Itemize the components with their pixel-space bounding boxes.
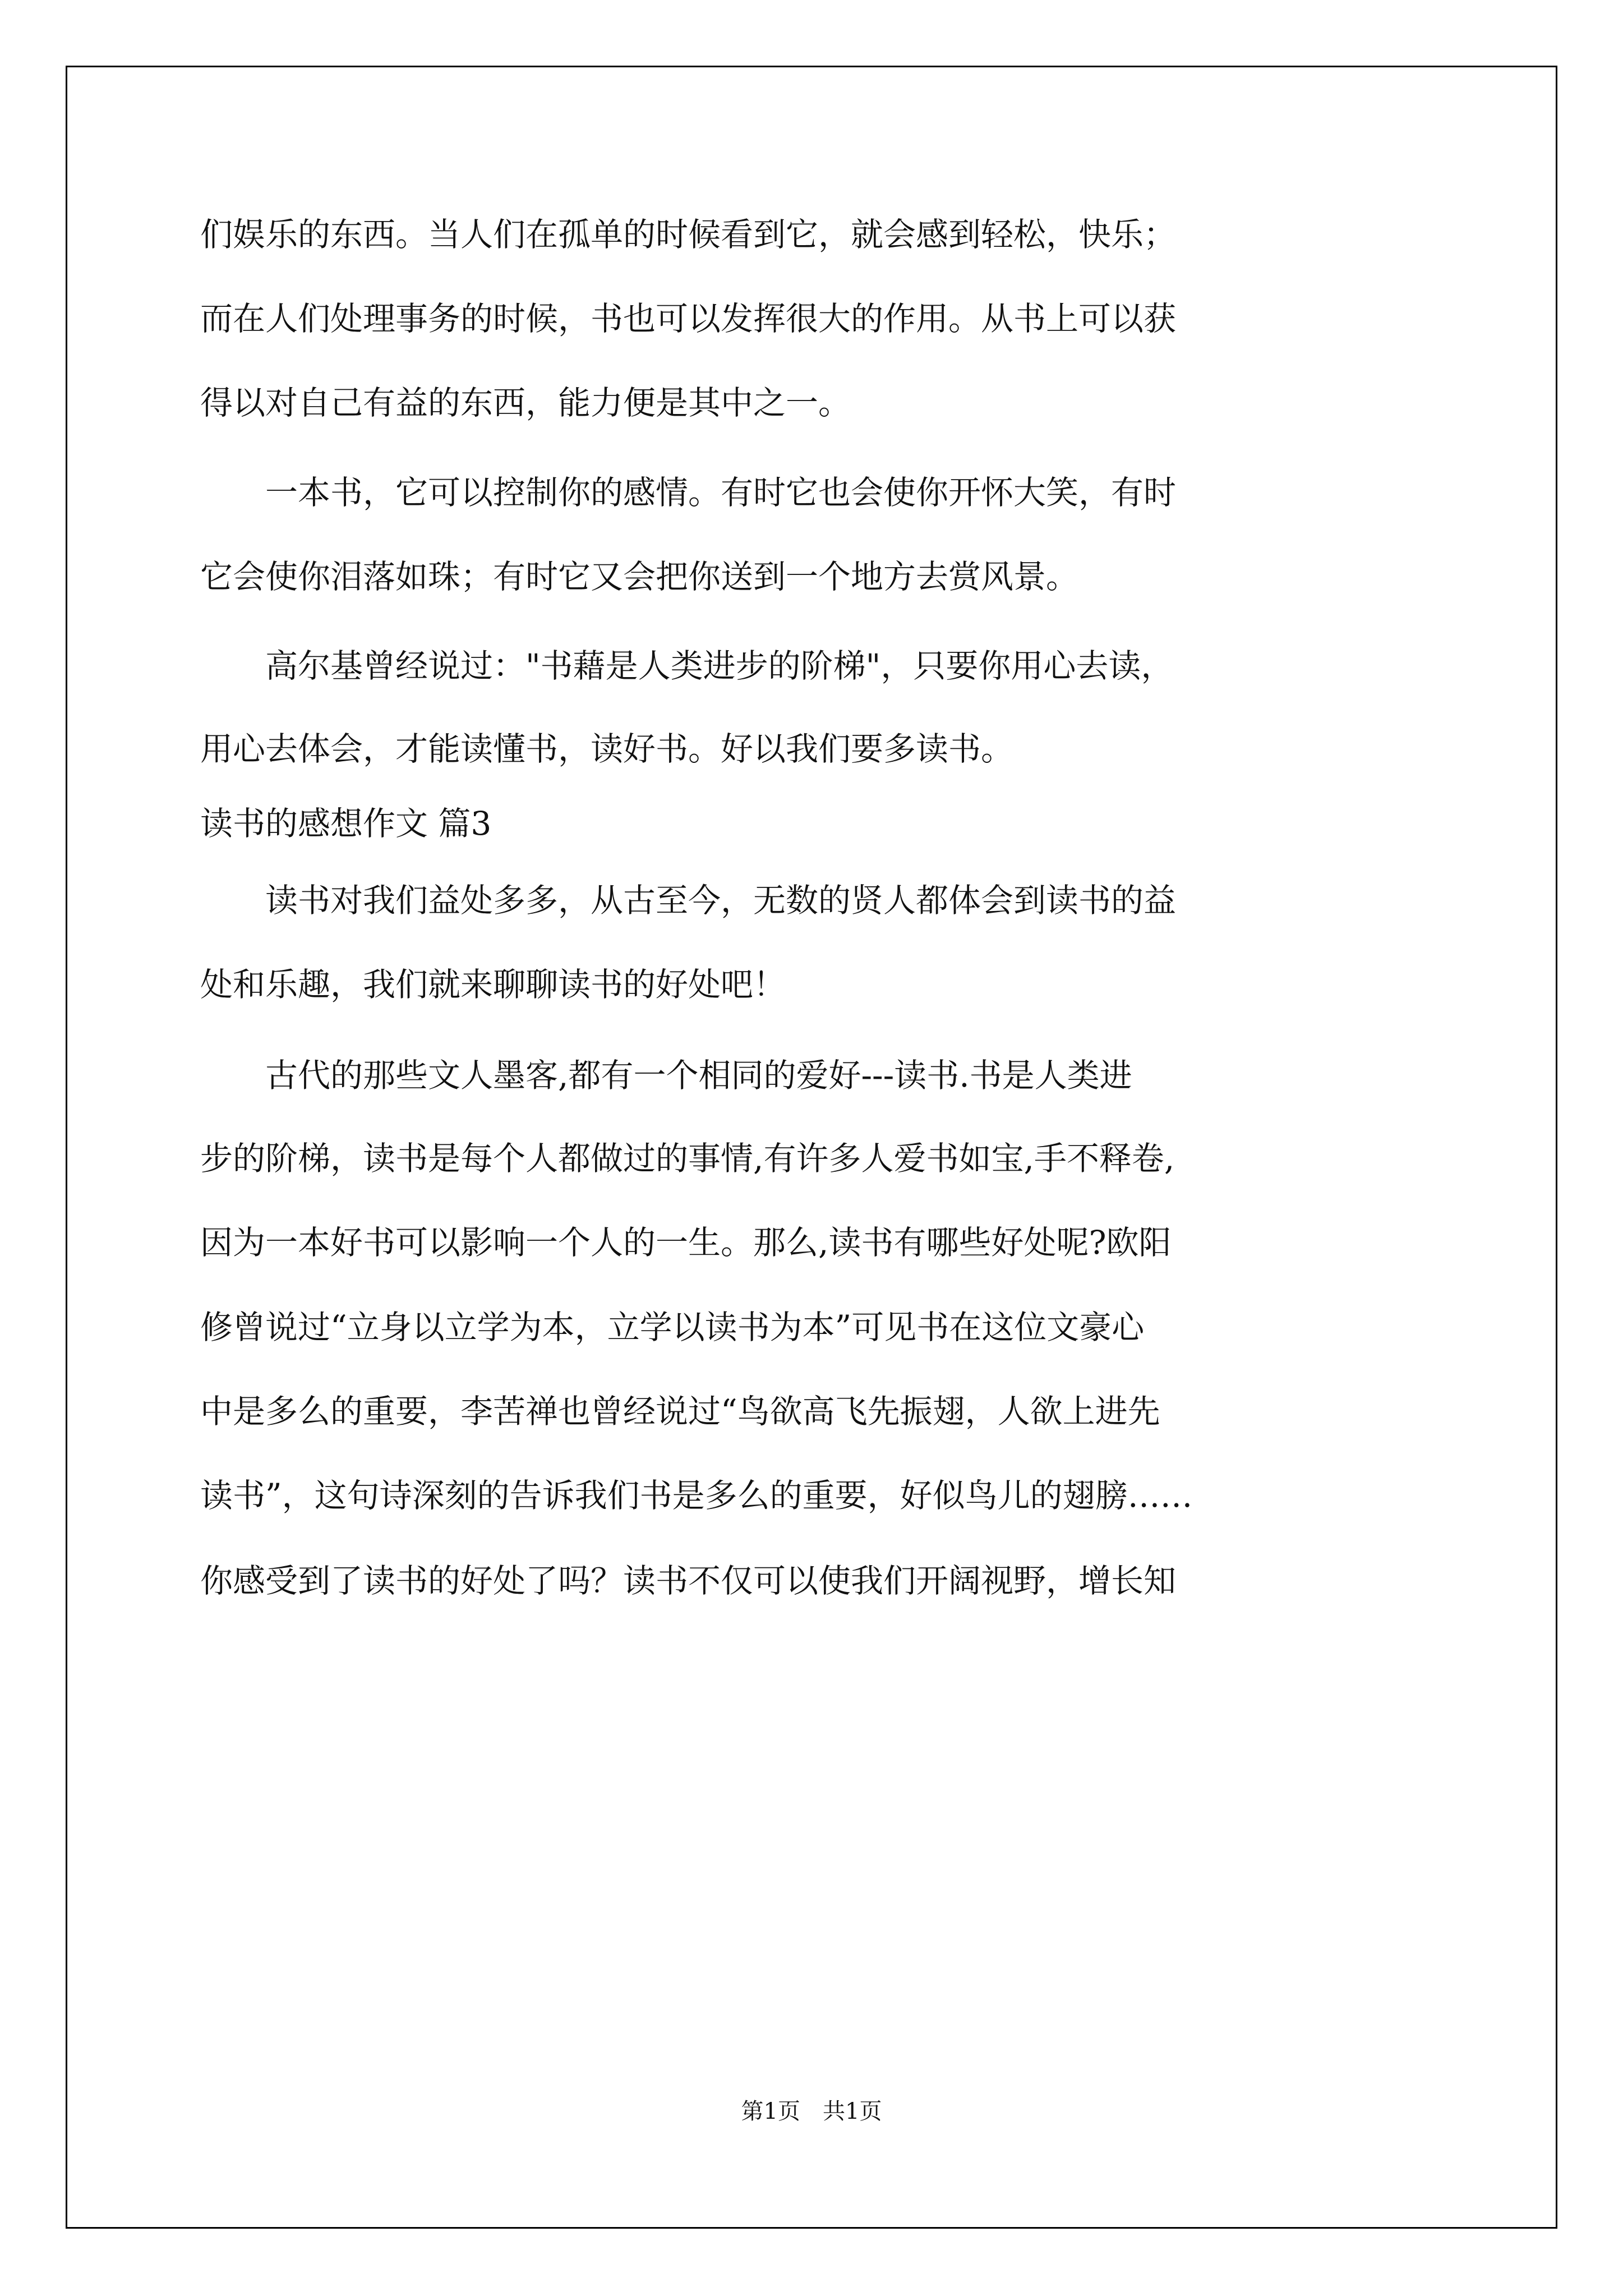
text-line: 你感受到了读书的好处了吗？读书不仅可以使我们开阔视野，增长知 [200, 1562, 1177, 1600]
text-line: 们娱乐的东西。当人们在孤单的时候看到它，就会感到轻松，快乐； [200, 215, 1177, 254]
section-heading: 读书的感想作文 篇3 [200, 804, 492, 843]
text-line: 高尔基曾经说过："书藉是人类进步的阶梯"，只要你用心去读， [200, 647, 1174, 685]
text-line: 得以对自己有益的东西，能力便是其中之一。 [200, 384, 851, 422]
text-line: 而在人们处理事务的时候，书也可以发挥很大的作用。从书上可以获 [200, 300, 1177, 338]
page-footer: 第1页 共1页 [741, 2099, 882, 2124]
text-line: 古代的那些文人墨客,都有一个相同的爱好---读书.书是人类进 [200, 1056, 1132, 1094]
text-line: 因为一本好书可以影响一个人的一生。那么,读书有哪些好处呢?欧阳 [200, 1223, 1172, 1262]
text-line: 一本书，它可以控制你的感情。有时它也会使你开怀大笑，有时 [200, 473, 1177, 512]
text-line: 中是多么的重要，李苦禅也曾经说过“鸟欲高飞先振翅，人欲上进先 [200, 1392, 1160, 1430]
text-line: 用心去体会，才能读懂书，读好书。好以我们要多读书。 [200, 730, 1014, 768]
text-line: 它会使你泪落如珠；有时它又会把你送到一个地方去赏风景。 [200, 558, 1079, 596]
text-line: 处和乐趣，我们就来聊聊读书的好处吧！ [200, 965, 786, 1004]
text-line: 修曾说过“立身以立学为本，立学以读书为本”可见书在这位文豪心 [200, 1308, 1145, 1346]
text-line: 读书”，这句诗深刻的告诉我们书是多么的重要，好似鸟儿的翅膀…… [200, 1476, 1193, 1515]
text-line: 读书对我们益处多多，从古至今，无数的贤人都体会到读书的益 [200, 881, 1177, 919]
text-line: 步的阶梯，读书是每个人都做过的事情,有许多人爱书如宝,手不释卷, [200, 1139, 1175, 1177]
